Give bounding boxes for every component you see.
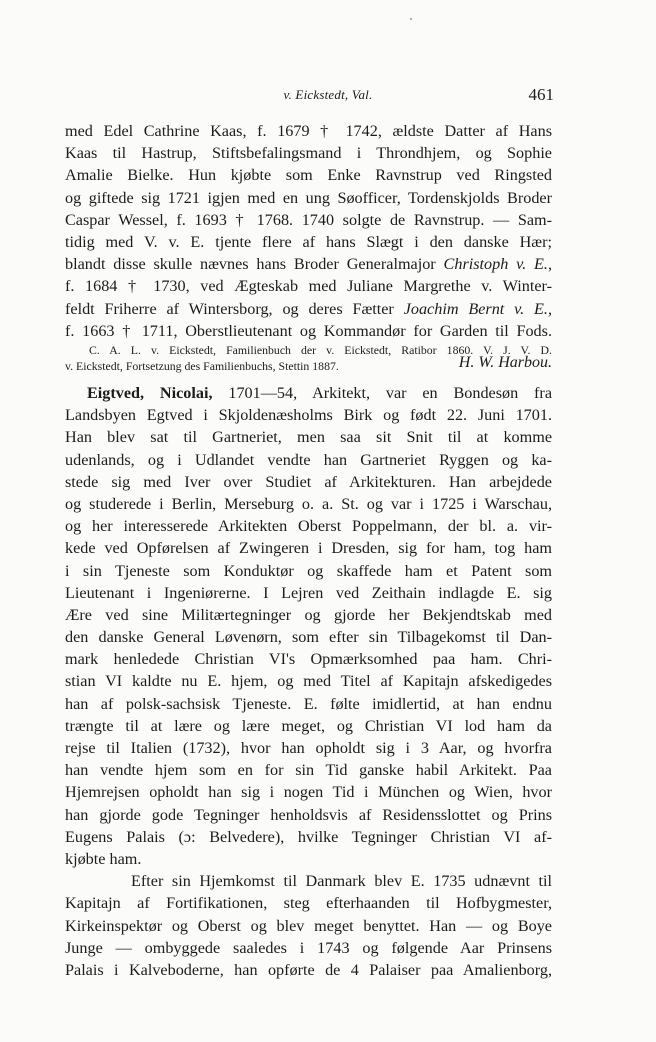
text-line: og her interesserede Arkitekten Oberst Poppelmann, der bl. a. vir-: [65, 517, 552, 536]
text-line: udenlands, og i Udlandet vendte han Gartneriet Ryggen og ka-: [65, 450, 552, 469]
text-line: med Edel Cathrine Kaas, f. 1679 † 1742, ældste Datter af Hans: [65, 122, 552, 140]
text-line: Kapitajn af Fortifikationen, steg efterhaanden til Hofbygmester,: [65, 894, 552, 913]
source-citation: [65, 353, 552, 378]
text-line: f. 1684 † 1730, ved Ægteskab med Juliane Margrethe v. Winter-: [65, 277, 552, 296]
text-line: Amalie Bielke. Hun kjøbte som Enke Ravnstrup ved Ringsted: [65, 166, 552, 185]
text-line: stede sig med Iver over Studiet af Arkitekturen. Han arbejdede: [65, 472, 552, 491]
text-line: Kaas til Hastrup, Stiftsbefalingsmand i Throndhjem, og Sophie: [65, 144, 552, 163]
text-line: mark henledede Christian VI's Opmærksomhed paa ham. Chri-: [65, 650, 552, 669]
text-line: Palais i Kalveboderne, han opførte de 4 Palaiser paa Amalienborg,: [65, 960, 552, 979]
text-line: rejse til Italien (1732), hvor han opholdt sig i 3 Aar, og hvorfra: [65, 739, 552, 757]
author-signature: H. W. Harbou.: [458, 353, 552, 371]
text-line: Junge — ombyggede saaledes i 1743 og følgende Aar Prinsens: [65, 938, 552, 957]
text-line: [65, 253, 552, 275]
text-line: han vendte hjem som en for sin Tid ganske habil Arkitekt. Paa: [65, 761, 552, 780]
text-line: i sin Tjeneste som Konduktør og skaffede ham et Patent som: [65, 561, 552, 580]
page-number: 461: [528, 85, 554, 104]
text-line: [65, 382, 552, 404]
text-line: Ære ved sine Militærtegninger og gjorde her Bekjendtskab med: [65, 605, 552, 624]
text-fragment: feldt Friherre af Wintersborg, og deres Fætter: [65, 299, 394, 318]
text-line: kjøbte ham.: [65, 849, 142, 868]
text-line: f. 1663 † 1711, Oberstlieutenant og Kommandør for Garden til Fods.: [65, 321, 552, 340]
text-line: den danske General Løvenørn, som efter sin Tilbagekomst til Dan-: [65, 628, 552, 647]
scan-speck: [410, 18, 412, 20]
headword: Eigtved, Nicolai,: [87, 384, 213, 402]
text-fragment: blandt disse skulle nævnes hans Broder Generalmajor: [65, 255, 436, 274]
text-line: Han blev sat til Gartneriet, men saa sit Snit til at komme: [65, 428, 552, 447]
text-line: Hjemrejsen opholdt han sig i nogen Tid i München og Wien, hvor: [65, 783, 552, 802]
entry-eickstedt-continuation: [65, 120, 552, 378]
text-line: trængte til at lære og lære meget, og Christian VI lod ham da: [65, 716, 552, 735]
text-line: Caspar Wessel, f. 1693 † 1768. 1740 solgte de Ravnstrup. — Sam-: [65, 210, 552, 229]
text-line: Eugens Palais (ɔ: Belvedere), hvilke Tegninger Christian VI af-: [65, 827, 552, 846]
text-line: [65, 298, 552, 320]
running-title: v. Eickstedt, Val.: [283, 87, 373, 102]
text-line: han gjorde gode Tegninger henholdsvis af Residensslottet og Prins: [65, 805, 552, 824]
person-name: Joachim Bernt v. E.,: [403, 299, 552, 318]
text-line: og studerede i Berlin, Merseburg o. a. St. og var i 1725 i Warschau,: [65, 494, 552, 513]
text-line: stian VI kaldte nu E. hjem, og med Titel af Kapitajn afskedigedes: [65, 672, 552, 691]
entry-eigtved: [65, 382, 552, 981]
text-fragment: 1701—54, Arkitekt, var en Bondesøn fra: [228, 384, 553, 402]
text-line: tidig med V. v. E. tjente flere af hans Slægt i den danske Hær;: [65, 232, 552, 251]
source-citation: C. A. L. v. Eickstedt, Familienbuch der v. Eickstedt, Ratibor 1860. V. J. V. D.: [89, 342, 552, 357]
text-line: han af polsk-sachsisk Tjeneste. E. følte imidlertid, at han endnu: [65, 694, 552, 713]
source-citation-text: v. Eickstedt, Fortsetzung des Familienbuchs, Stettin 1887.: [65, 358, 339, 373]
text-line: Landsbyen Egtved i Skjoldenæsholms Birk og født 22. Juni 1701.: [65, 406, 552, 425]
person-name: Christoph v. E.,: [443, 255, 553, 274]
text-line: Lieutenant i Ingeniørerne. I Lejren ved Zeithain indlagde E. sig: [65, 583, 552, 602]
text-line: Efter sin Hjemkomst til Danmark blev E. 1735 udnævnt til: [131, 872, 552, 891]
text-line: Kirkeinspektør og Oberst og blev meget benyttet. Han — og Boye: [65, 916, 552, 935]
page-header: [0, 87, 656, 107]
text-line: kede ved Opførelsen af Zwingeren i Dresden, sig for ham, tog ham: [65, 539, 552, 558]
text-line: og giftede sig 1721 igjen med en ung Søofficer, Tordenskjolds Broder: [65, 188, 552, 207]
